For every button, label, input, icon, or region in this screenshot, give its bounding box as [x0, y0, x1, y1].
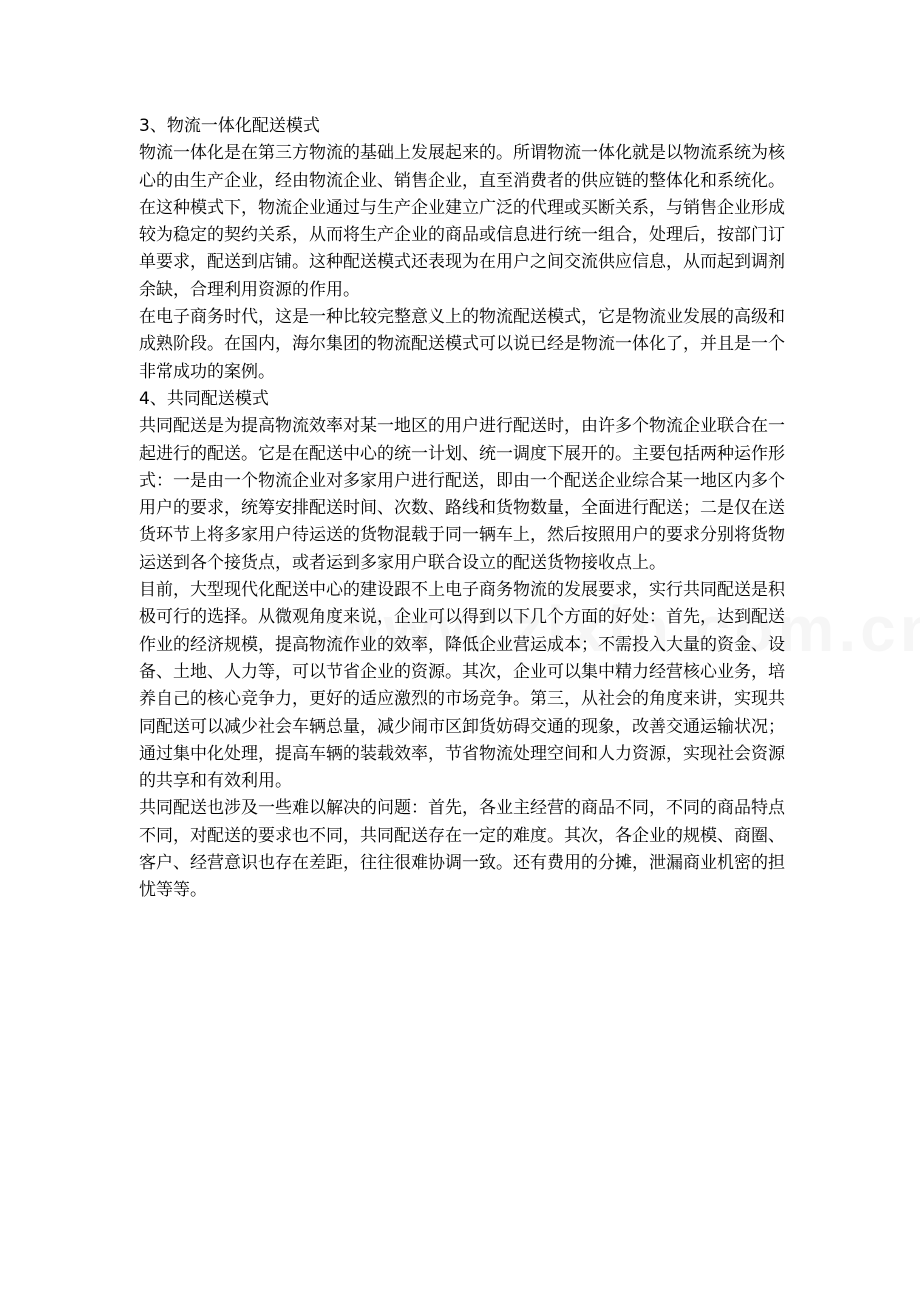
paragraph: 物流一体化是在第三方物流的基础上发展起来的。所谓物流一体化就是以物流系统为核心的由生产企业，经由物流企业、销售企业，直至消费者的供应链的整体化和系统化。在这种模式下，物流企业通过与生产企业建立广泛的代理或买断关系，与销售企业形成较为稳定的契约关系，从而将生产企业的商品或信息进行统一组合，处理后，按部门订单要求，配送到店铺。这种配送模式还表现为在用户之间交流供应信息，从而起到调剂余缺，合理利用资源的作用。 — [139, 143, 785, 300]
paragraph: 共同配送也涉及一些难以解决的问题：首先，各业主经营的商品不同，不同的商品特点不同，对配送的要求也不同，共同配送存在一定的难度。其次，各企业的规模、商圈、客户、经营意识也存在差距，往往很难协调一致。还有费用的分摊，泄漏商业机密的担忧等等。 — [139, 798, 785, 901]
section-heading-3: 3、物流一体化配送模式 — [139, 116, 320, 136]
paragraph: 在电子商务时代，这是一种比较完整意义上的物流配送模式，它是物流业发展的高级和成熟阶段。在国内，海尔集团的物流配送模式可以说已经是物流一体化了，并且是一个非常成功的案例。 — [139, 307, 785, 382]
document-body — [139, 113, 785, 905]
paragraph: 共同配送是为提高物流效率对某一地区的用户进行配送时，由许多个物流企业联合在一起进行的配送。它是在配送中心的统一计划、统一调度下展开的。主要包括两种运作形式：一是由一个物流企业对多家用户进行配送，即由一个配送企业综合某一地区内多个用户的要求，统筹安排配送时间、次数、路线和货物数量，全面进行配送；二是仅在送货环节上将多家用户待运送的货物混载于同一辆车上，然后按照用户的要求分别将货物运送到各个接货点，或者运到多家用户联合设立的配送货物接收点上。 — [139, 416, 785, 573]
paragraph: 目前，大型现代化配送中心的建设跟不上电子商务物流的发展要求，实行共同配送是积极可行的选择。从微观角度来说，企业可以得到以下几个方面的好处：首先，达到配送作业的经济规模，提高物流作业的效率，降低企业营运成本；不需投入大量的资金、设备、土地、人力等，可以节省企业的资源。其次，企业可以集中精力经营核心业务，培养自己的核心竞争力，更好的适应激烈的市场竞争。第三，从社会的角度来讲，实现共同配送可以减少社会车辆总量，减少闹市区卸货妨碍交通的现象，改善交通运输状况；通过集中化处理，提高车辆的装载效率，节省物流处理空间和人力资源，实现社会资源的共享和有效利用。 — [139, 580, 785, 792]
section-heading-4: 4、共同配送模式 — [139, 388, 269, 409]
